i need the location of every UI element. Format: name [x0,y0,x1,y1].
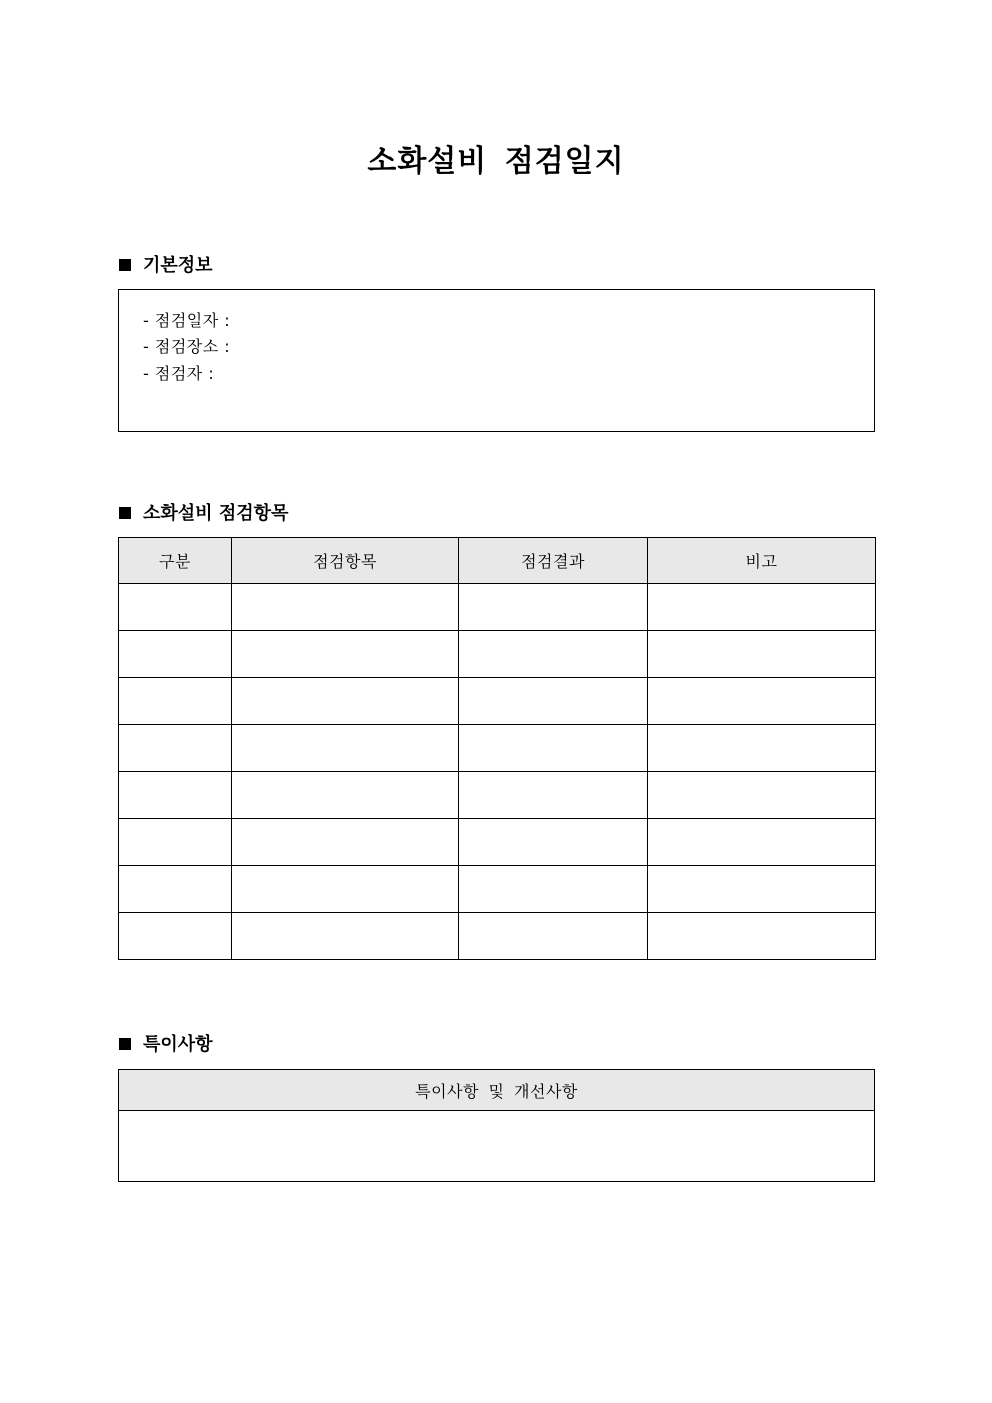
page-title: 소화설비 점검일지 [367,144,625,179]
table-cell[interactable] [648,631,876,678]
table-cell[interactable] [119,725,232,772]
remarks-table [118,1069,875,1182]
square-bullet-icon [119,259,131,271]
basic-info-box [118,289,875,432]
table-cell[interactable] [648,913,876,960]
table-cell[interactable] [648,584,876,631]
inspection-date-field[interactable]: - 점검일자 : [143,311,231,330]
section-heading-inspection-items [119,503,288,525]
table-cell[interactable] [119,678,232,725]
table-cell[interactable] [648,866,876,913]
table-cell[interactable] [648,772,876,819]
section-heading-basic-info [119,255,213,277]
table-header-row [119,538,876,584]
table-cell[interactable] [119,772,232,819]
table-cell[interactable] [648,819,876,866]
table-cell[interactable] [119,631,232,678]
table-cell[interactable] [459,584,648,631]
table-cell[interactable] [119,913,232,960]
table-cell[interactable] [459,631,648,678]
table-header-row [119,1070,875,1111]
table-cell[interactable] [119,819,232,866]
table-cell[interactable] [232,772,459,819]
table-row [119,631,876,678]
table-row [119,725,876,772]
inspector-field[interactable]: - 점검자 : [143,364,215,383]
remarks-content-cell[interactable] [119,1111,875,1182]
column-header-result: 점검결과 [459,538,648,584]
table-cell[interactable] [232,678,459,725]
column-header-category: 구분 [119,538,232,584]
table-row [119,819,876,866]
inspection-location-field[interactable]: - 점검장소 : [143,337,231,356]
table-cell[interactable] [459,725,648,772]
section-heading-label: 소화설비 점검항목 [143,503,289,524]
table-row [119,1111,875,1182]
section-heading-label: 특이사항 [143,1034,213,1055]
table-cell[interactable] [459,913,648,960]
table-cell[interactable] [232,631,459,678]
remarks-header: 특이사항 및 개선사항 [119,1070,875,1111]
table-cell[interactable] [232,866,459,913]
table-cell[interactable] [459,772,648,819]
table-cell[interactable] [232,913,459,960]
table-cell[interactable] [119,866,232,913]
table-cell[interactable] [232,819,459,866]
column-header-item: 점검항목 [232,538,459,584]
section-heading-label: 기본정보 [143,255,213,276]
table-cell[interactable] [459,819,648,866]
table-cell[interactable] [648,678,876,725]
table-cell[interactable] [459,678,648,725]
inspection-table [118,537,876,960]
table-row [119,584,876,631]
square-bullet-icon [119,507,131,519]
table-cell[interactable] [232,725,459,772]
table-row [119,913,876,960]
table-row [119,866,876,913]
table-row [119,678,876,725]
square-bullet-icon [119,1038,131,1050]
column-header-note: 비고 [648,538,876,584]
table-cell[interactable] [119,584,232,631]
table-cell[interactable] [459,866,648,913]
table-cell[interactable] [648,725,876,772]
section-heading-remarks [119,1034,213,1056]
table-cell[interactable] [232,584,459,631]
table-row [119,772,876,819]
